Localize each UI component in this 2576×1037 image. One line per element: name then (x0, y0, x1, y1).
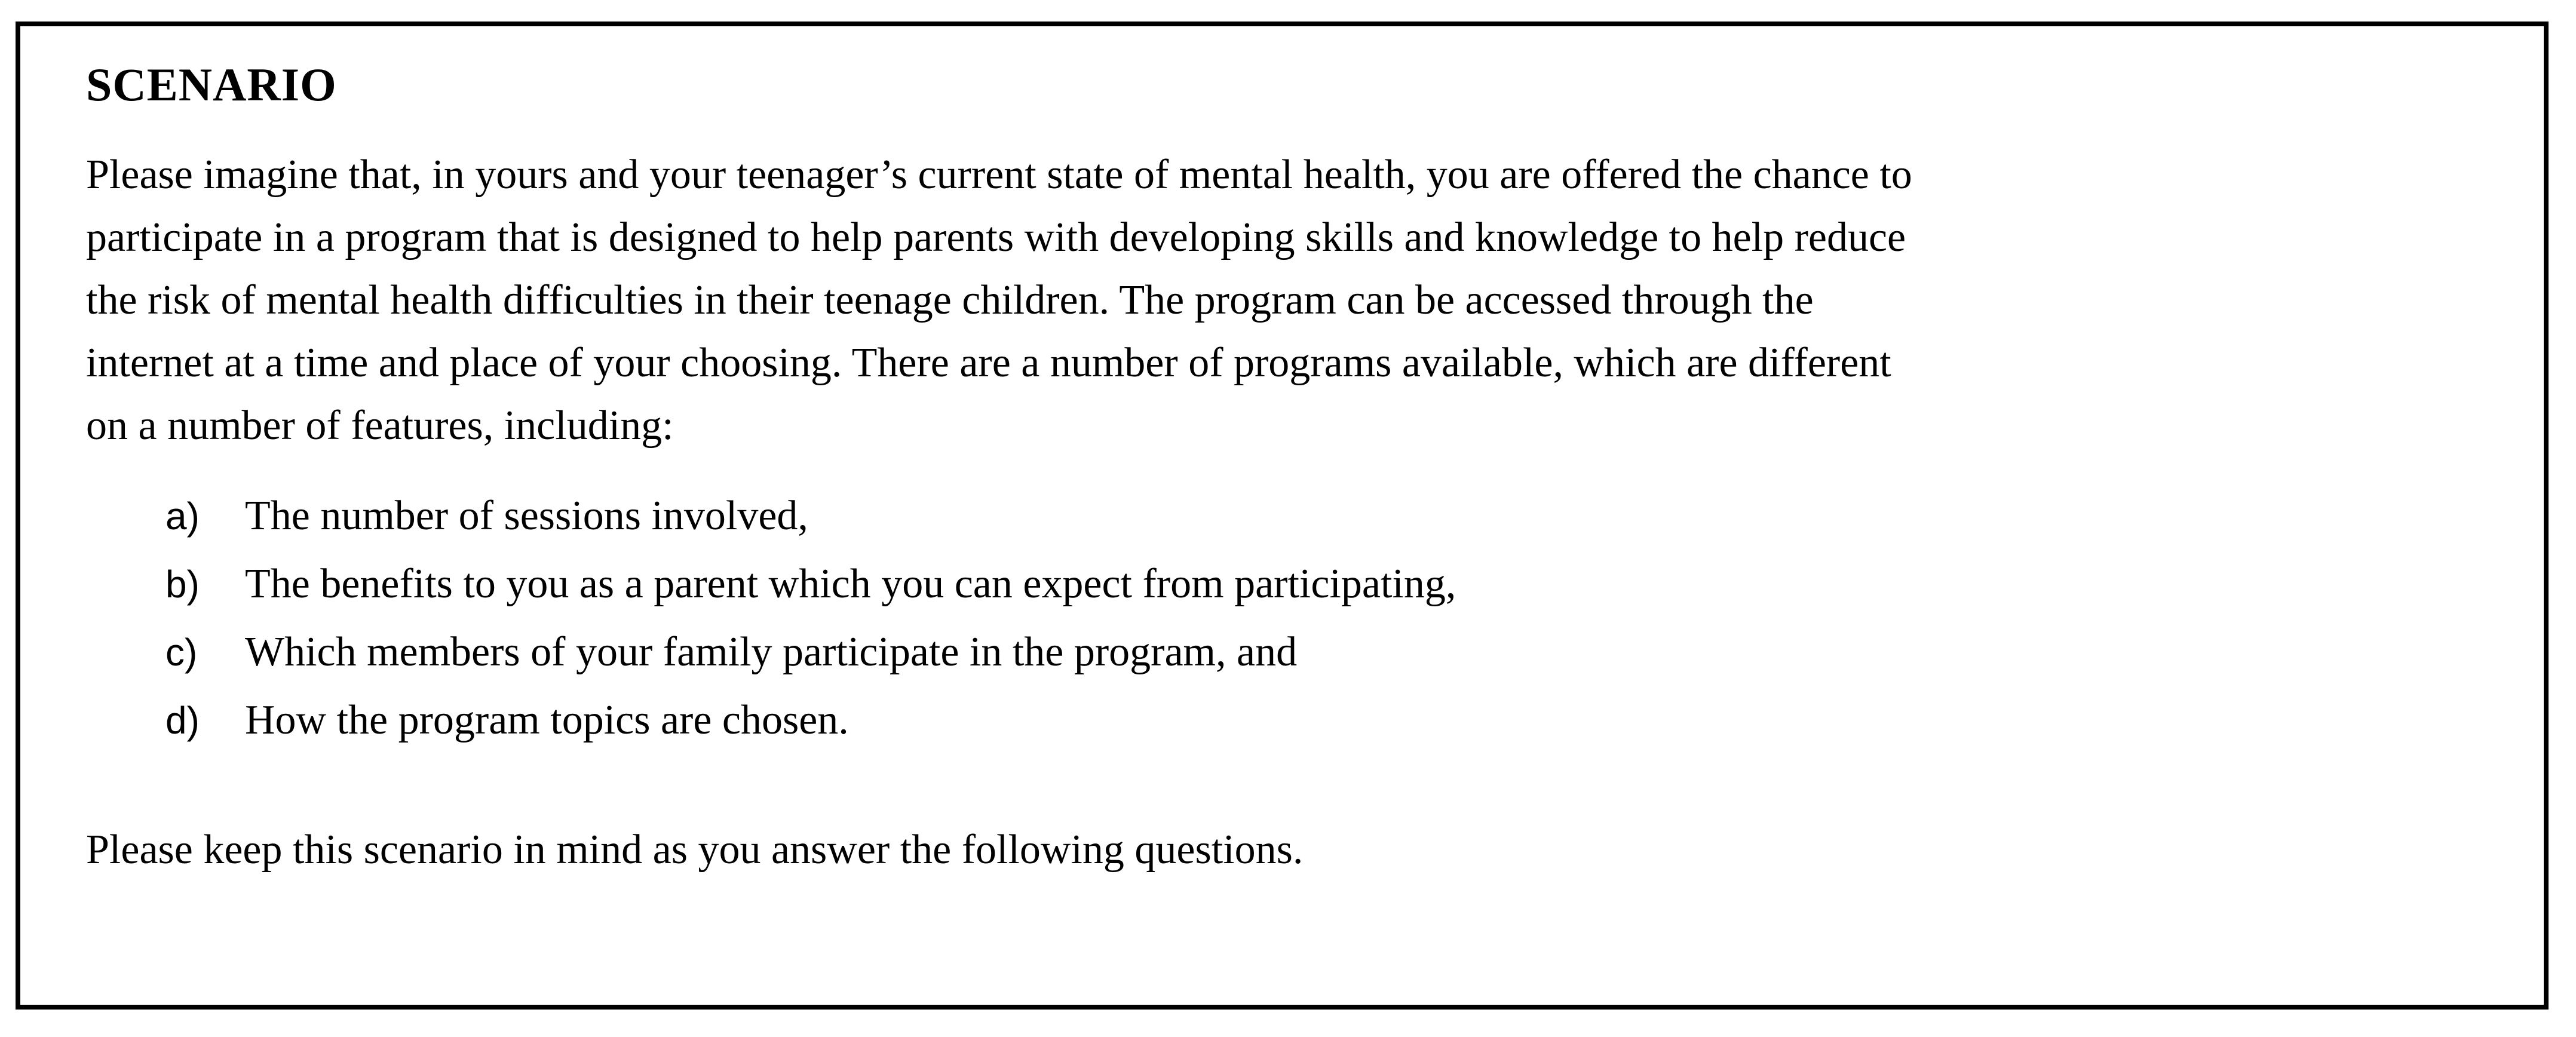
scenario-content (20, 26, 2544, 881)
paragraph-line: Please imagine that, in yours and your teenager’s current state of mental health, you are offered the chance to (86, 152, 1912, 198)
list-item-text: How the program topics are chosen. (245, 697, 849, 743)
scenario-box (16, 22, 2549, 1010)
paragraph-line: participate in a program that is designed to help parents with developing skills and knowledge to help reduce (86, 214, 1906, 260)
list-item (165, 482, 2460, 550)
list-item (165, 550, 2460, 618)
closing-line: Please keep this scenario in mind as you answer the following questions. (86, 827, 1304, 873)
list-marker: d) (165, 699, 200, 742)
paragraph-line: on a number of features, including: (86, 403, 674, 449)
scenario-title: SCENARIO (86, 59, 337, 111)
feature-list (165, 482, 2460, 754)
list-item (165, 686, 2460, 754)
list-item (165, 618, 2460, 686)
paragraph-line: internet at a time and place of your choosing. There are a number of programs available, which are different (86, 340, 1891, 386)
paragraph-line: the risk of mental health difficulties in their teenage children. The program can be accessed through the (86, 277, 1814, 323)
list-item-text: The benefits to you as a parent which you can expect from participating, (245, 561, 1456, 607)
scenario-paragraph (86, 143, 2460, 457)
list-item-text: Which members of your family participate in the program, and (245, 629, 1298, 675)
list-item-text: The number of sessions involved, (245, 493, 808, 539)
list-marker: b) (165, 563, 200, 606)
list-marker: c) (165, 631, 198, 674)
list-marker: a) (165, 495, 200, 538)
